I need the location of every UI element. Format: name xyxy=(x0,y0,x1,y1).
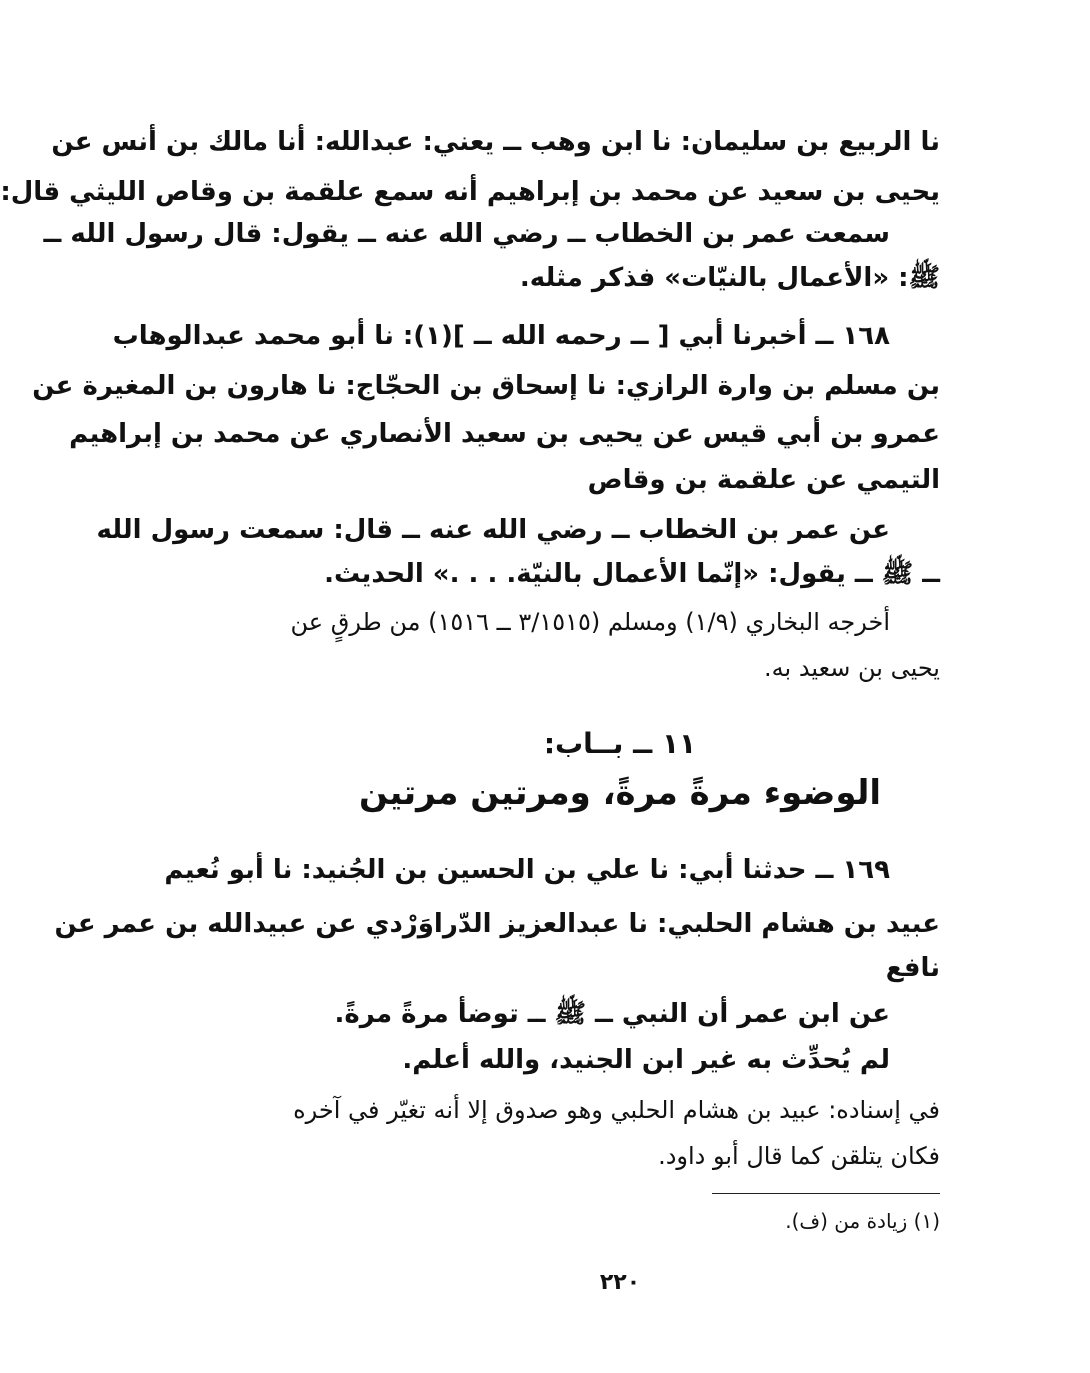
text-line: لم يُحدِّث به غير ابن الجنيد، والله أعلم. xyxy=(402,1045,890,1075)
commentary-line: يحيى بن سعيد به. xyxy=(764,654,940,682)
text-line: عمرو بن أبي قيس عن يحيى بن سعيد الأنصاري عن محمد بن إبراهيم xyxy=(69,419,940,449)
text-line: يحيى بن سعيد عن محمد بن إبراهيم أنه سمع علقمة بن وقاص الليثي قال: xyxy=(0,177,940,207)
text-line: ــ ﷺ ــ يقول: «إنّما الأعمال بالنيّة. . . .» الحديث. xyxy=(324,559,940,589)
commentary-line: فكان يتلقن كما قال أبو داود. xyxy=(658,1142,940,1170)
page-number: ٢٢٠ xyxy=(599,1270,641,1295)
text-line: التيمي عن علقمة بن وقاص xyxy=(587,465,940,495)
text-line: ﷺ: «الأعمال بالنيّات» فذكر مثله. xyxy=(519,263,940,293)
chapter-title: الوضوء مرةً مرةً، ومرتين مرتين xyxy=(358,773,882,813)
footnote-separator xyxy=(712,1193,940,1194)
text-line: عبيد بن هشام الحلبي: نا عبدالعزيز الدّراوَرْدي عن عبيدالله بن عمر عن xyxy=(54,909,940,939)
hadith-169-start: ١٦٩ ــ حدثنا أبي: نا علي بن الحسين بن الجُنيد: نا أبو نُعيم xyxy=(164,855,890,885)
commentary-line: في إسناده: عبيد بن هشام الحلبي وهو صدوق إلا أنه تغيّر في آخره xyxy=(293,1096,940,1124)
commentary-line: أخرجه البخاري (١/٩) ومسلم (٣/١٥١٥ ــ ١٥١٦) من طرقٍ عن xyxy=(290,608,890,636)
text-line: نافع xyxy=(885,953,940,983)
text-line: سمعت عمر بن الخطاب ــ رضي الله عنه ــ يقول: قال رسول الله ــ xyxy=(43,219,890,249)
hadith-168-start: ١٦٨ ــ أخبرنا أبي [ ــ رحمه الله ــ ](١): نا أبو محمد عبدالوهاب xyxy=(112,321,890,351)
text-line: عن عمر بن الخطاب ــ رضي الله عنه ــ قال: سمعت رسول الله xyxy=(96,515,890,545)
chapter-number: ١١ ــ بــاب: xyxy=(543,727,697,760)
text-line: عن ابن عمر أن النبي ــ ﷺ ــ توضأ مرةً مرةً. xyxy=(334,999,890,1029)
text-line: بن مسلم بن وارة الرازي: نا إسحاق بن الحجّاج: نا هارون بن المغيرة عن xyxy=(32,371,940,401)
footnote: (١) زيادة من (ف). xyxy=(785,1209,940,1233)
text-line: نا الربيع بن سليمان: نا ابن وهب ــ يعني: عبدالله: أنا مالك بن أنس عن xyxy=(51,127,940,157)
